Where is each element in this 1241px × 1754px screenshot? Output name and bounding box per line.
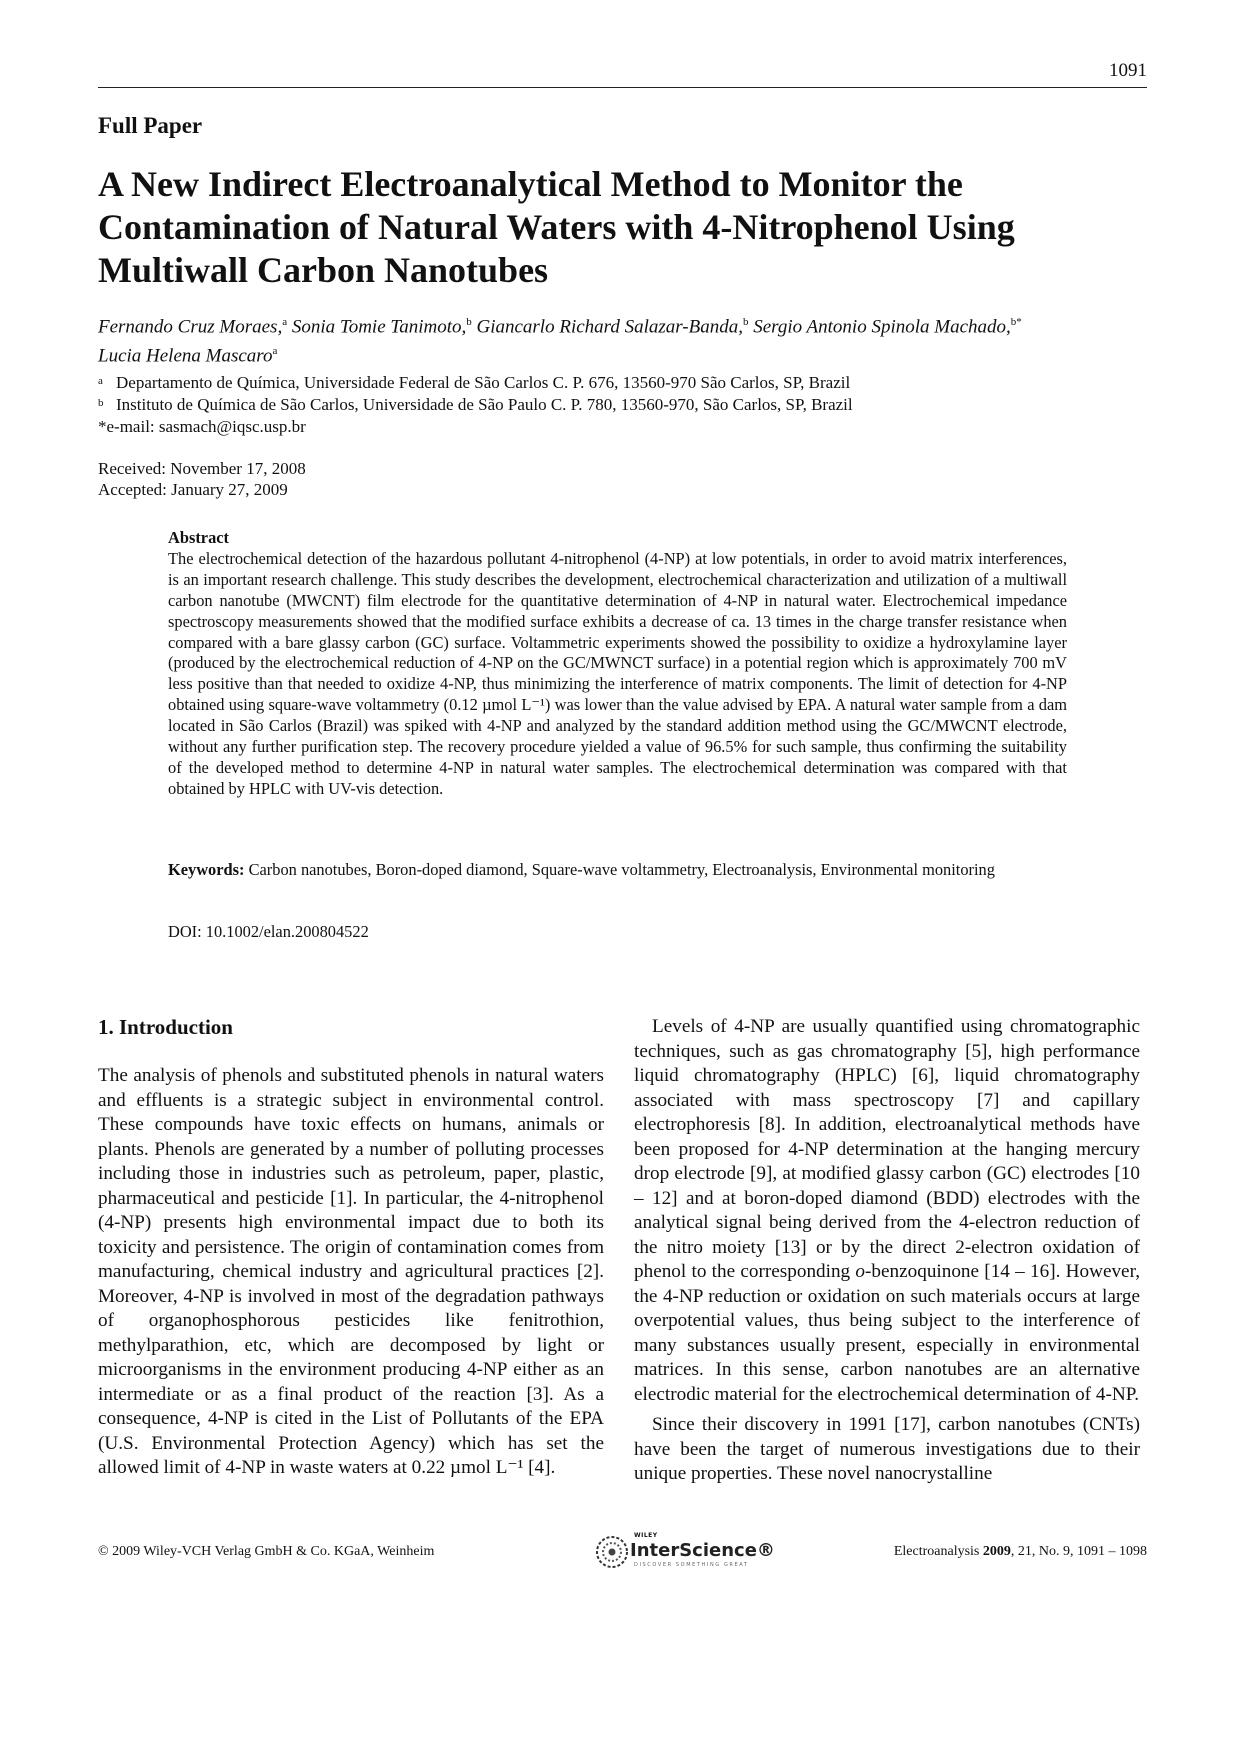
article-dates xyxy=(98,458,306,500)
body-paragraph xyxy=(634,1015,1140,1407)
author-name: Lucia Helena Mascaro xyxy=(98,345,273,367)
logo-tagline: DISCOVER SOMETHING GREAT xyxy=(634,1562,749,1568)
page-footer xyxy=(98,1532,1147,1574)
section-label: Full Paper xyxy=(98,113,203,138)
header-rule xyxy=(98,87,1147,88)
author-affil-mark: b xyxy=(742,316,749,328)
author-list xyxy=(98,310,1148,369)
affiliation-mark: a xyxy=(98,375,103,387)
title-line: Contamination of Natural Waters with 4-Nitrophenol Using xyxy=(98,207,1015,247)
paragraph-text: -benzoquinone [14 – 16]. However, the 4-NP reduction or oxidation on such materials occurs at large overpotential values, thus being subject to the interference of many substances usually present, especially in environmental matrices. In this sense, carbon nanotubes are an alternative electrodic material for the electrochemical determination of 4-NP. xyxy=(634,1261,1140,1405)
abstract xyxy=(168,528,1067,800)
abstract-heading: Abstract xyxy=(168,528,229,547)
affiliation-text: Departamento de Química, Universidade Federal de São Carlos C. P. 676, 13560-970 São Carlos, SP, Brazil xyxy=(116,373,851,392)
page-number: 1091 xyxy=(1109,60,1147,81)
doi: DOI: 10.1002/elan.200804522 xyxy=(168,922,369,941)
abstract-text: The electrochemical detection of the hazardous pollutant 4-nitrophenol (4-NP) at low potentials, in order to avoid matrix interferences, is an important research challenge. This study describes the development, electrochemical characterization and utilization of a multiwall carbon nanotube (MWCNT) film electrode for the quantitative determination of 4-NP in natural water. Electrochemical impedance spectroscopy measurements showed that the modified surface exhibits a decrease of ca. 13 times in the charge transfer resistance when compared with a bare glassy carbon (GC) surface. Voltammetric experiments showed the possibility to oxidize a hydroxylamine layer (produced by the electrochemical reduction of 4-NP on the GC/MWNCT surface) in a potential region which is approximately 700 mV less positive than that needed to oxidize 4-NP, thus minimizing the interference of matrix components. The limit of detection for 4-NP obtained using square-wave voltammetry (0.12 µmol L⁻¹) was lower than the value advised by EPA. A natural water sample from a dam located in São Carlos (Brazil) was spiked with 4-NP and analyzed by the standard addition method using the GC/MWCNT electrode, without any further purification step. The recovery procedure yielded a value of 96.5% for such sample, thus confirming the suitability of the developed method to determine 4-NP in natural water samples. The electrochemical determination was compared with that obtained by HPLC with UV-vis detection. xyxy=(168,548,1067,798)
corresponding-email: *e-mail: sasmach@iqsc.usp.br xyxy=(98,417,306,436)
author-affil-mark: b xyxy=(466,316,472,328)
title-line: A New Indirect Electroanalytical Method to Monitor the xyxy=(98,164,963,204)
affiliation-text: Instituto de Química de São Carlos, Universidade de São Paulo C. P. 780, 13560-970, São Carlos, SP, Brazil xyxy=(116,395,853,414)
affiliations xyxy=(98,372,853,438)
journal-name: Electroanalysis xyxy=(893,1544,980,1559)
affiliation xyxy=(98,394,853,416)
body-paragraph: The analysis of phenols and substituted phenols in natural waters and effluents is a strategic subject in environmental control. These compounds have toxic effects on humans, animals or plants. Phenols are generated by a number of polluting processes including those in industries such as petroleum, paper, plastic, pharmaceutical and pesticide [1]. In particular, the 4-nitrophenol (4-NP) presents high environmental impact due to both its toxicity and persistence. The origin of contamination comes from manufacturing, chemical industry and agricultural practices [2]. Moreover, 4-NP is involved in most of the degradation pathways of organophosphorous pesticides like fenitrothion, methylparathion, etc, which are decomposed by light or microorganisms in the environment producing 4-NP either as an intermediate or as a final product of the reaction [3]. As a consequence, 4-NP is cited in the List of Pollutants of the EPA (U.S. Environmental Protection Agency) which has set the allowed limit of 4-NP in waste waters at 0.22 µmol L⁻¹ [4]. xyxy=(98,1065,604,1478)
accepted-date: Accepted: January 27, 2009 xyxy=(98,480,288,499)
author-name: Sonia Tomie Tanimoto, xyxy=(291,316,467,338)
author-name: Giancarlo Richard Salazar-Banda, xyxy=(476,316,743,338)
italic-prefix: o xyxy=(855,1261,866,1282)
body-column-left xyxy=(98,1015,604,1481)
author-affil-mark: a xyxy=(282,316,288,328)
paper-title xyxy=(98,163,1098,292)
interscience-logo xyxy=(594,1532,775,1574)
logo-name: InterScience® xyxy=(630,1540,775,1561)
received-date: Received: November 17, 2008 xyxy=(98,459,306,478)
affiliation xyxy=(98,372,853,394)
section-heading: 1. Introduction xyxy=(98,1015,233,1039)
author-affil-mark: b* xyxy=(1010,316,1022,328)
journal-year: 2009 xyxy=(982,1544,1011,1559)
author-name: Sergio Antonio Spinola Machado, xyxy=(753,316,1011,338)
title-line: Multiwall Carbon Nanotubes xyxy=(98,250,549,290)
body-column-right xyxy=(634,1015,1140,1487)
keywords xyxy=(168,860,1067,881)
copyright: © 2009 Wiley-VCH Verlag GmbH & Co. KGaA, Weinheim xyxy=(98,1544,435,1559)
author-affil-mark: a xyxy=(272,345,278,358)
logo-wiley: WILEY xyxy=(634,1532,658,1539)
keywords-label: Keywords: xyxy=(168,860,245,879)
author-name: Fernando Cruz Moraes, xyxy=(98,316,283,338)
journal-citation xyxy=(894,1544,1147,1560)
keywords-text: Carbon nanotubes, Boron-doped diamond, Square-wave voltammetry, Electroanalysis, Environmental monitoring xyxy=(248,860,995,879)
affiliation-mark: b xyxy=(98,397,104,409)
body-paragraph: Since their discovery in 1991 [17], carbon nanotubes (CNTs) have been the target of numerous investigations due to their unique properties. These novel nanocrystalline xyxy=(634,1414,1140,1484)
paragraph-text: Levels of 4-NP are usually quantified using chromatographic techniques, such as gas chromatography [5], high performance liquid chromatography (HPLC) [6], liquid chromatography associated with mass spectroscopy [7] and capillary electrophoresis [8]. In addition, electroanalytical methods have been proposed for 4-NP determination at the hanging mercury drop electrode [9], at modified glassy carbon (GC) electrodes [10 – 12] and at boron-doped diamond (BDD) electrodes with the analytical signal being derived from the 4-electron reduction of the nitro moiety [13] or by the direct 2-electron oxidation of phenol to the corresponding xyxy=(634,1016,1140,1282)
journal-volume: , 21, No. 9, 1091 – 1098 xyxy=(1010,1544,1147,1559)
globe-icon xyxy=(594,1534,630,1570)
